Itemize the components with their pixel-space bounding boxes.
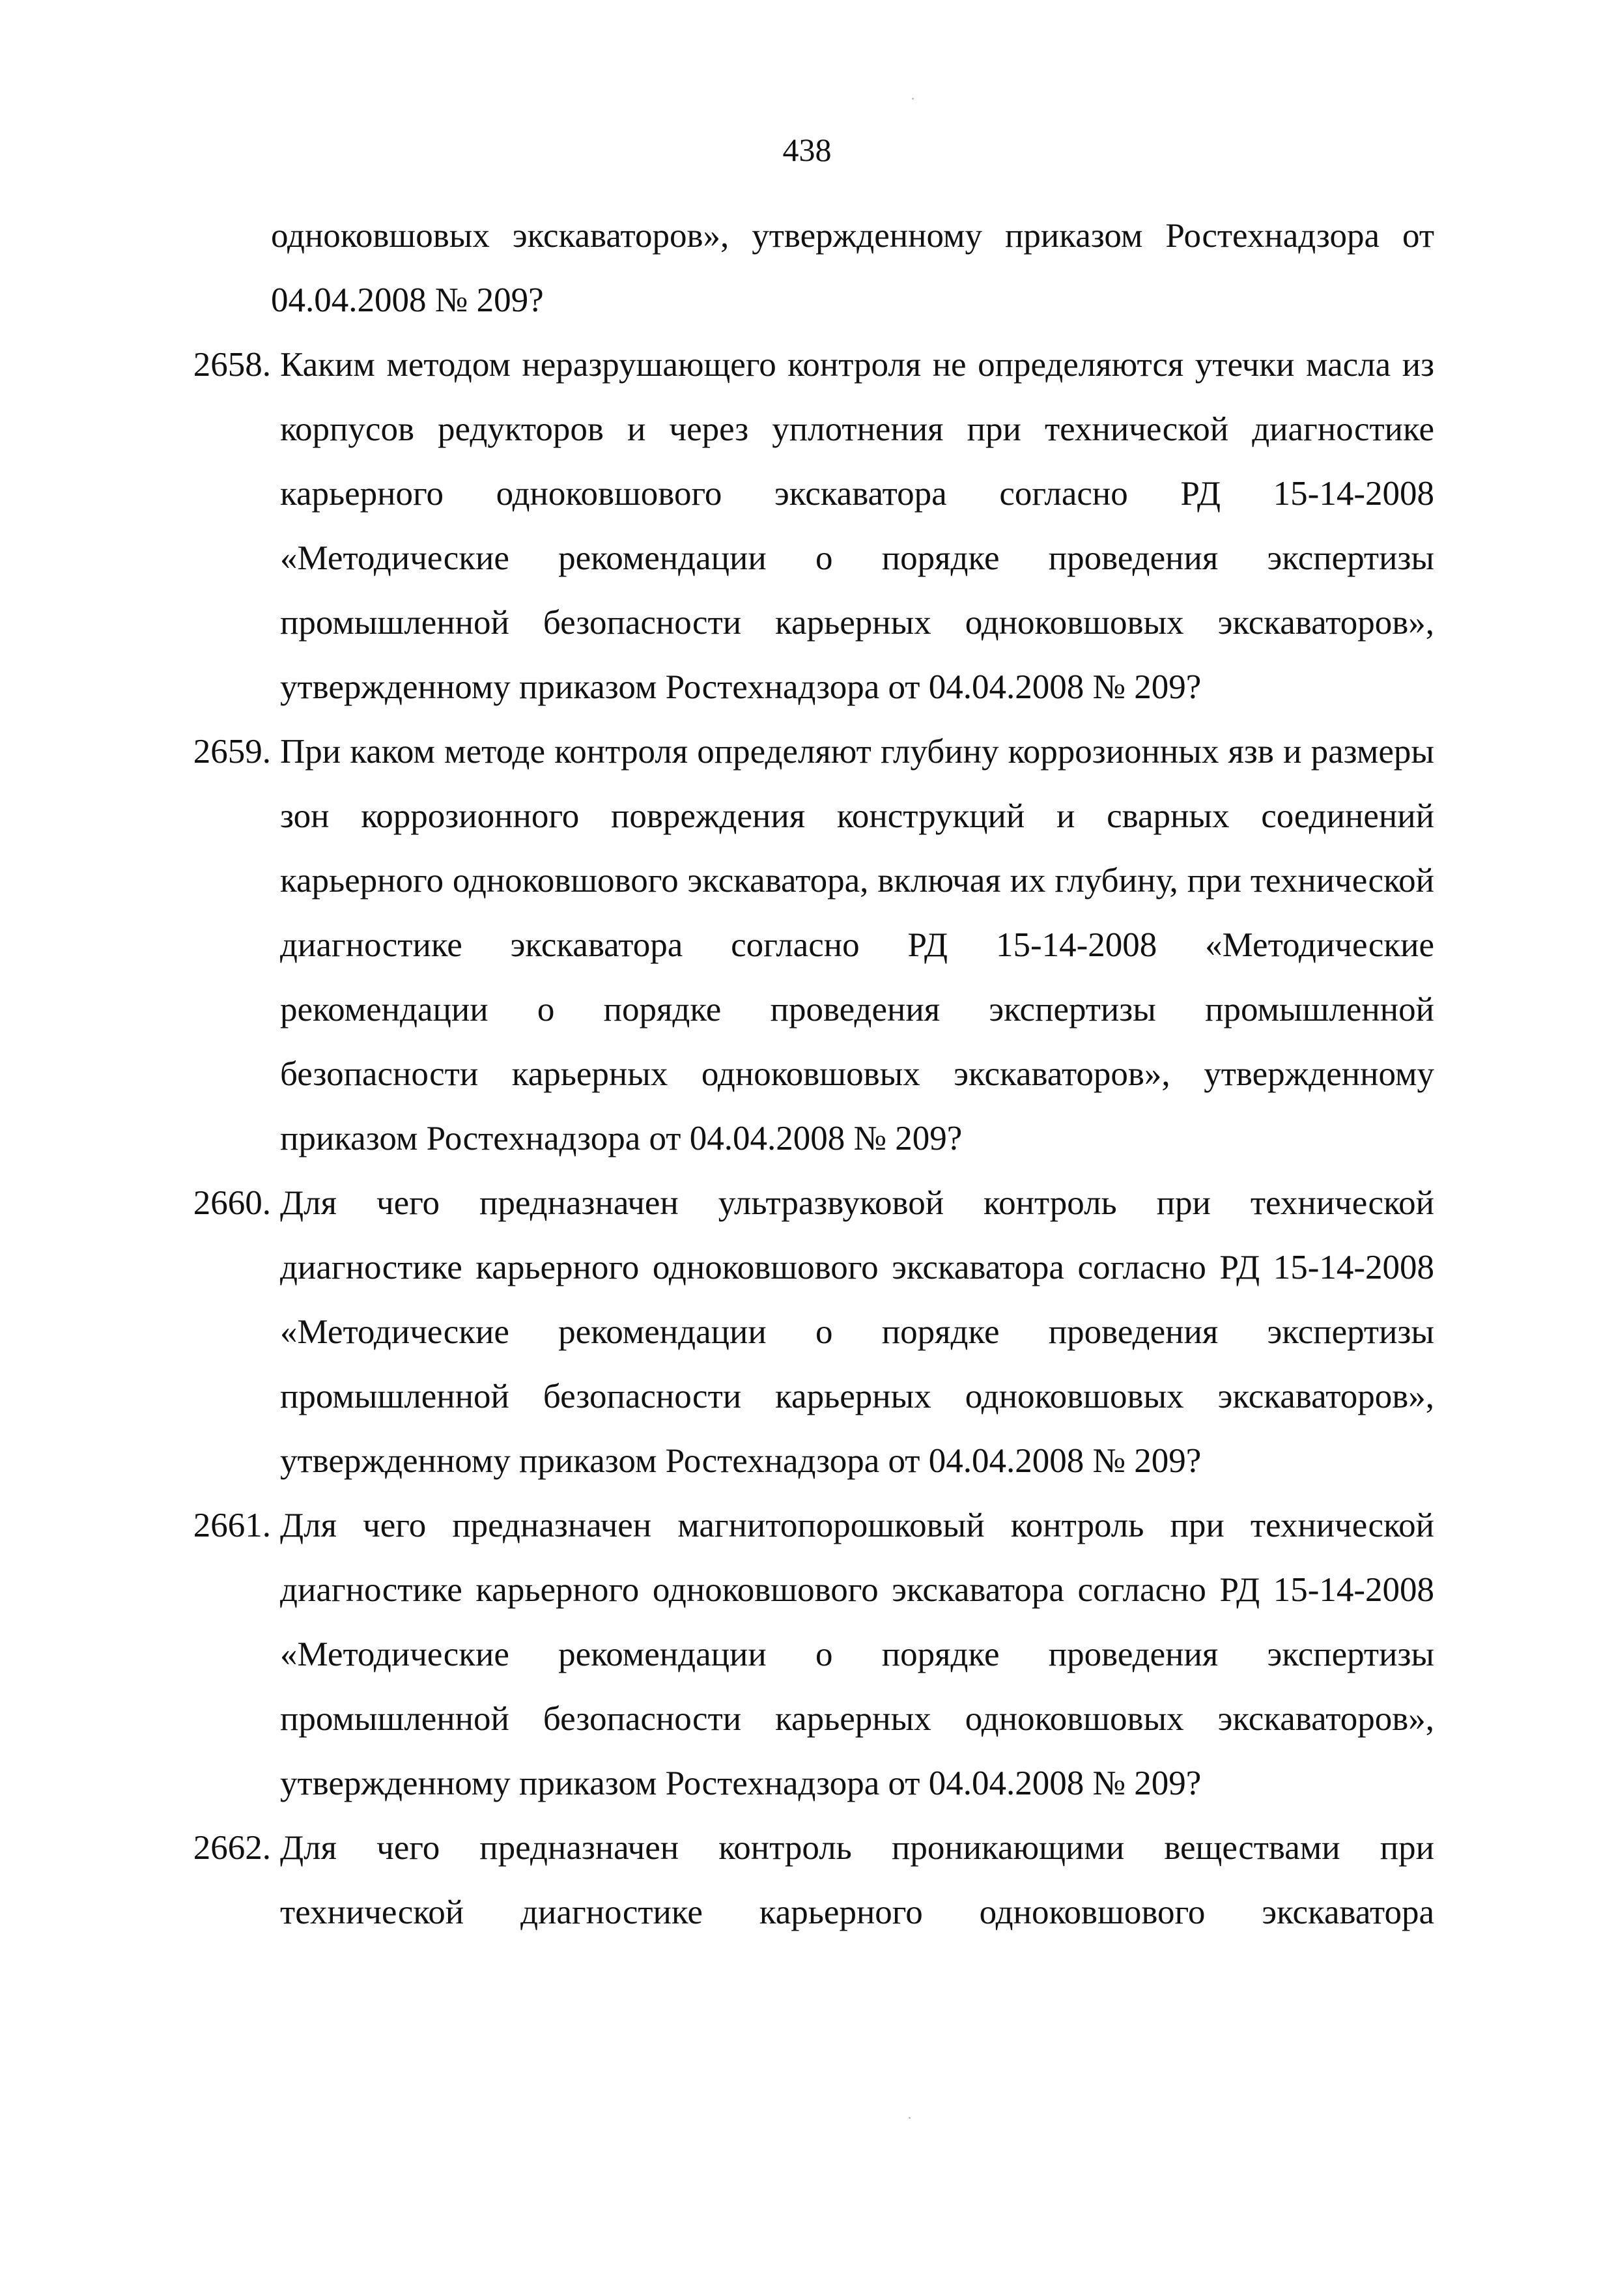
- document-body: [193, 204, 1434, 1945]
- question-number: 2659.: [193, 733, 271, 771]
- question-number: 2661.: [193, 1507, 271, 1544]
- question-text: Для чего предназначен магнитопорошковый контроль при технической диагностике карьерного одноковшового экскаватора согласно РД 15-14-2008 «Методические рекомендации о порядке проведения экспертизы промышленной безопасности карьерных одноковшовых экскаваторов», утвержденному приказом Ростехнадзора от 04.04.2008 № 209?: [280, 1507, 1434, 1802]
- scan-speck: [912, 98, 914, 100]
- question-text: Для чего предназначен контроль проникающими веществами при технической диагностике карьерного одноковшового экскаватора: [280, 1829, 1434, 1931]
- continued-paragraph: одноковшовых экскаваторов», утвержденному приказом Ростехнадзора от 04.04.2008 № 209?: [271, 217, 1434, 319]
- question-number: 2660.: [193, 1184, 271, 1222]
- question-2661: [193, 1494, 1434, 1816]
- question-number: 2662.: [193, 1829, 271, 1867]
- question-2660: [193, 1171, 1434, 1494]
- question-text: При каком методе контроля определяют глубину коррозионных язв и размеры зон коррозионного повреждения конструкций и сварных соединений карьерного одноковшового экскаватора, включая их глубину, при технической диагностике экскаватора согласно РД 15-14-2008 «Методические рекомендации о порядке проведения экспертизы промышленной безопасности карьерных одноковшовых экскаваторов», утвержденному приказом Ростехнадзора от 04.04.2008 № 209?: [280, 733, 1434, 1157]
- question-2662: [193, 1816, 1434, 1945]
- question-number: 2658.: [193, 346, 271, 384]
- question-text: Для чего предназначен ультразвуковой контроль при технической диагностике карьерного одноковшового экскаватора согласно РД 15-14-2008 «Методические рекомендации о порядке проведения экспертизы промышленной безопасности карьерных одноковшовых экскаваторов», утвержденному приказом Ростехнадзора от 04.04.2008 № 209?: [280, 1184, 1434, 1480]
- question-2658: [193, 333, 1434, 720]
- question-2659: [193, 720, 1434, 1171]
- question-text: Каким методом неразрушающего контроля не определяются утечки масла из корпусов редукторов и через уплотнения при технической диагностике карьерного одноковшового экскаватора согласно РД 15-14-2008 «Методические рекомендации о порядке проведения экспертизы промышленной безопасности карьерных одноковшовых экскаваторов», утвержденному приказом Ростехнадзора от 04.04.2008 № 209?: [280, 346, 1434, 706]
- page-number: 438: [782, 132, 832, 168]
- scan-speck: [909, 2117, 911, 2119]
